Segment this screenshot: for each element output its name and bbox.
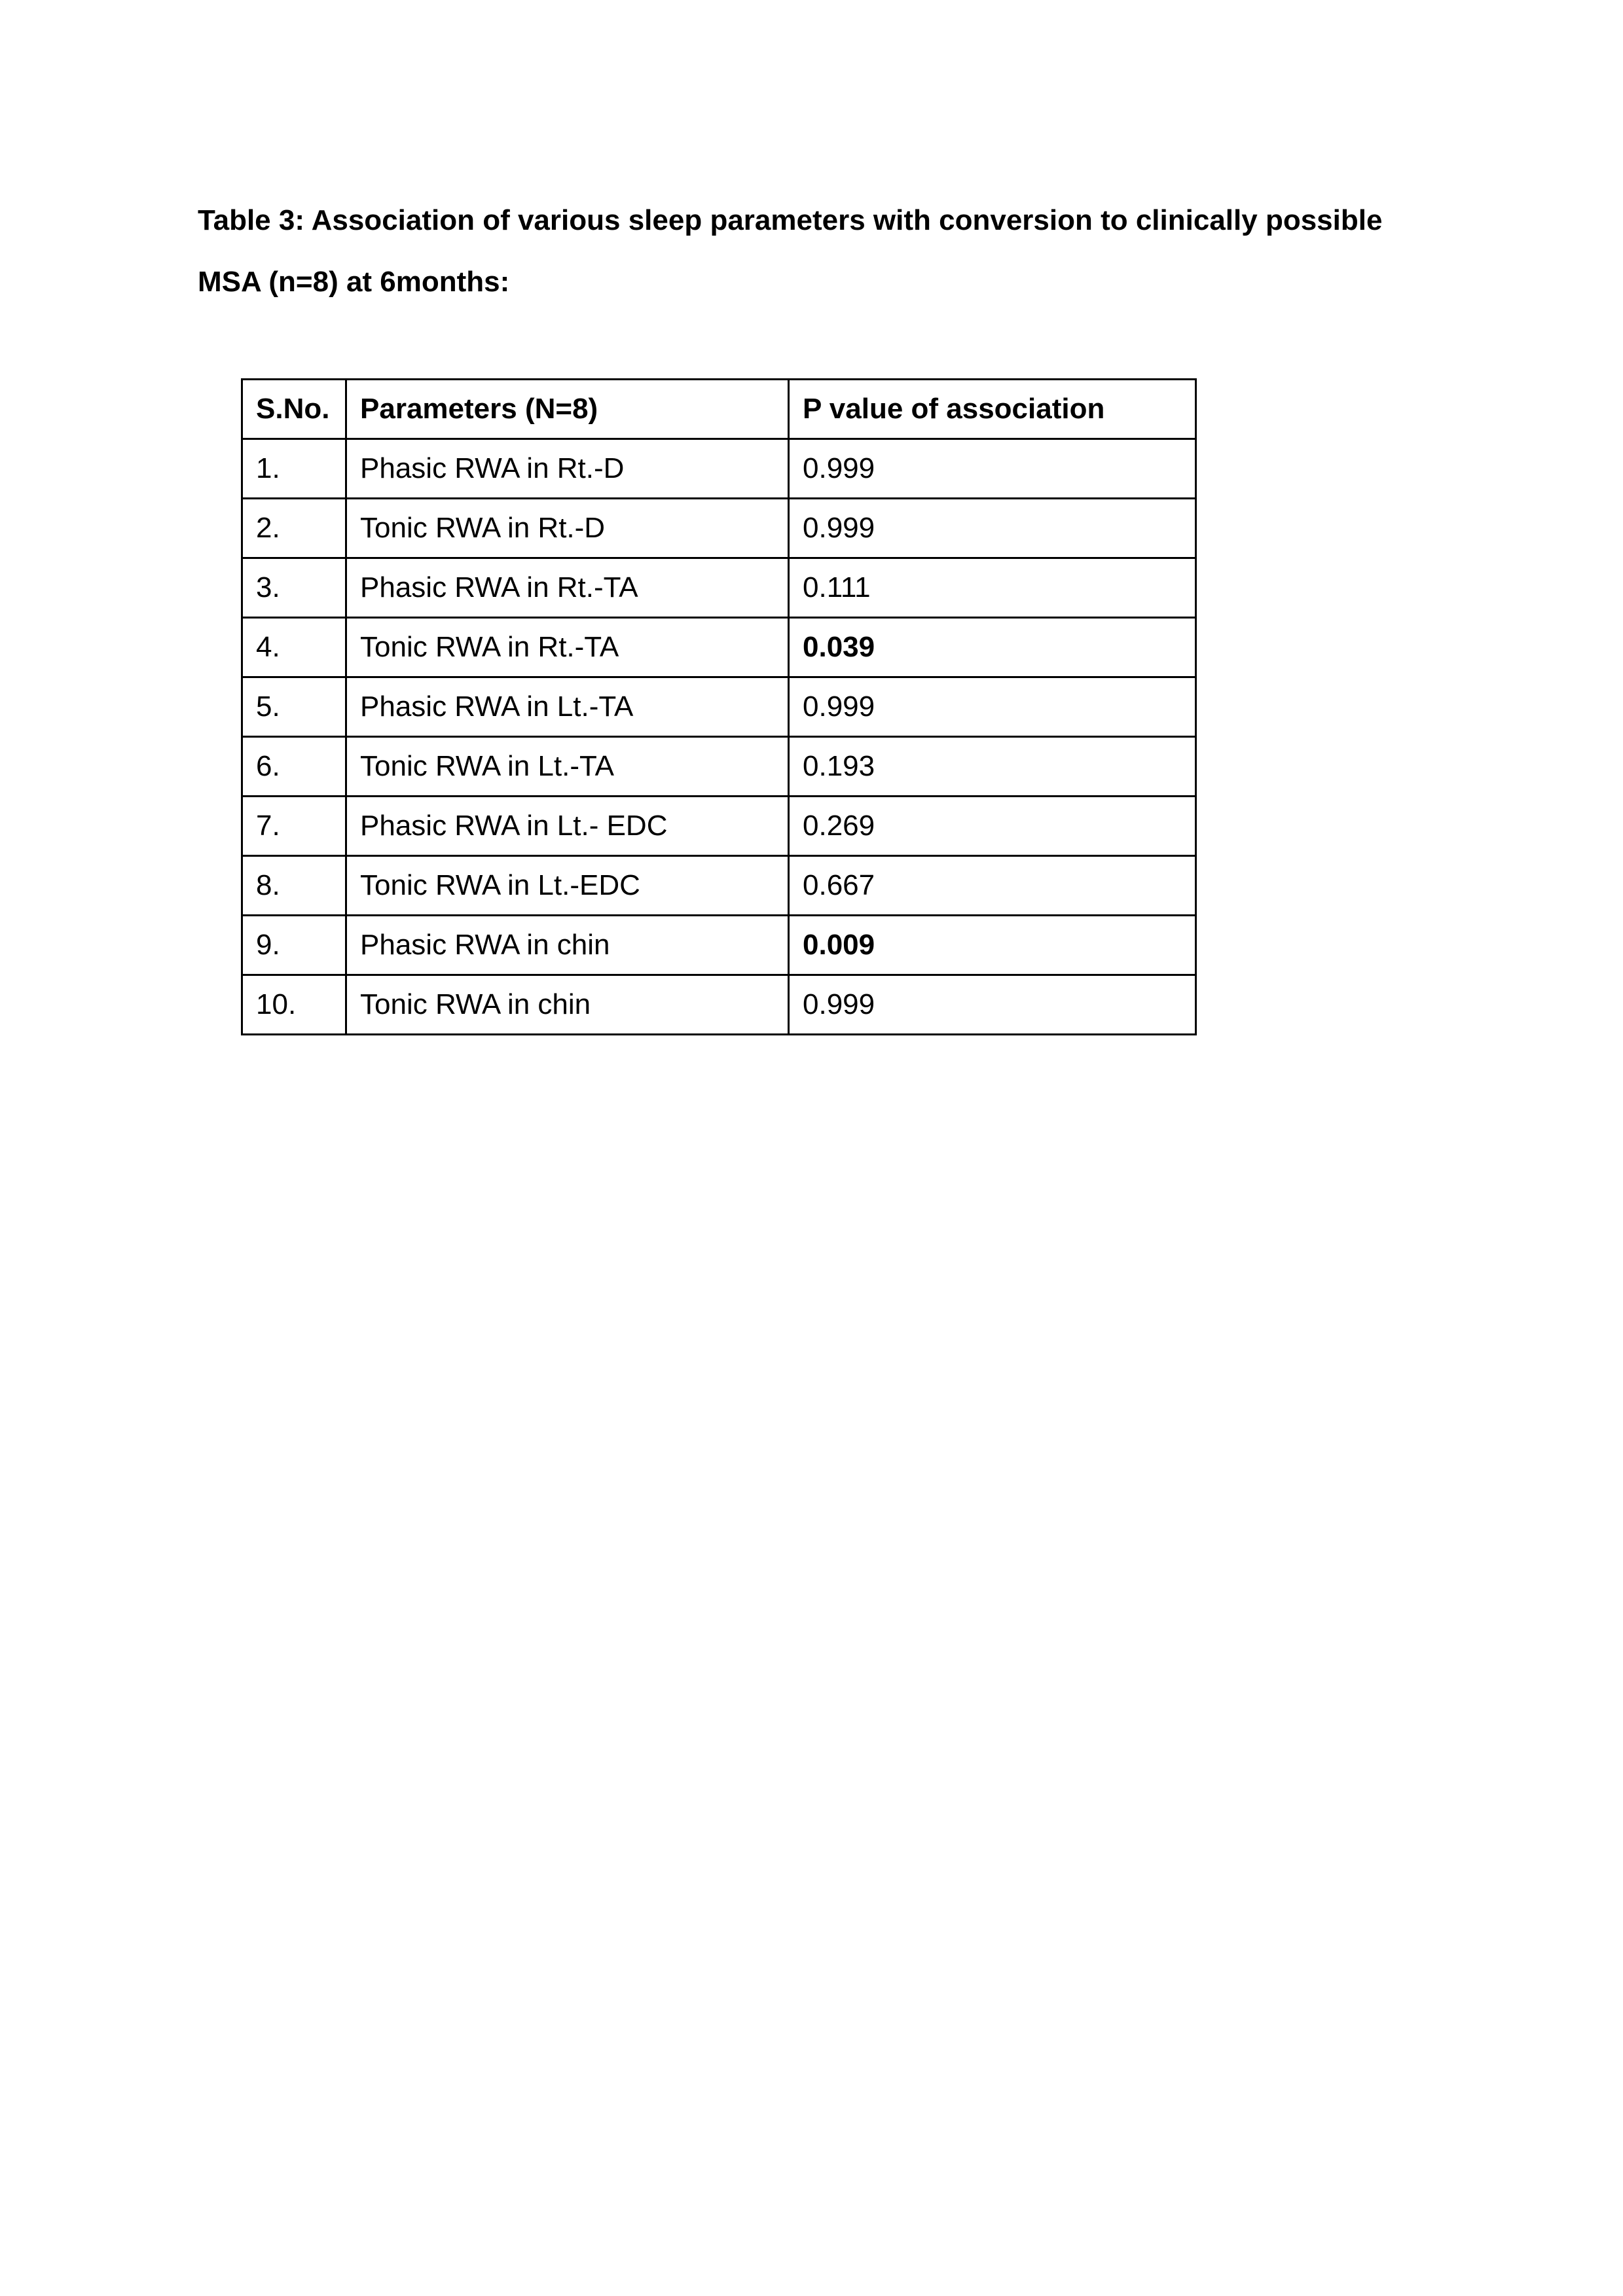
cell-parameter: Tonic RWA in Rt.-D: [346, 499, 789, 558]
table-row: [242, 975, 1196, 1035]
cell-parameter: Tonic RWA in Lt.-TA: [346, 737, 789, 797]
table-row: [242, 439, 1196, 499]
cell-p-value-significant: 0.039: [789, 618, 1196, 677]
cell-sno: 4.: [242, 618, 346, 677]
cell-sno: 8.: [242, 856, 346, 916]
header-sno: S.No.: [242, 380, 346, 439]
cell-sno: 3.: [242, 558, 346, 618]
table-caption-line-2: MSA (n=8) at 6months:: [198, 266, 510, 298]
table-row: [242, 737, 1196, 797]
cell-sno: 9.: [242, 916, 346, 975]
cell-p-value: 0.999: [789, 439, 1196, 499]
cell-p-value-significant: 0.009: [789, 916, 1196, 975]
cell-parameter: Phasic RWA in Rt.-TA: [346, 558, 789, 618]
table-row: [242, 856, 1196, 916]
header-p-value: P value of association: [789, 380, 1196, 439]
cell-parameter: Phasic RWA in Rt.-D: [346, 439, 789, 499]
table-row: [242, 916, 1196, 975]
table-row: [242, 618, 1196, 677]
cell-p-value: 0.667: [789, 856, 1196, 916]
cell-p-value: 0.999: [789, 499, 1196, 558]
table-row: [242, 677, 1196, 737]
cell-parameter: Phasic RWA in chin: [346, 916, 789, 975]
cell-sno: 1.: [242, 439, 346, 499]
cell-p-value: 0.999: [789, 975, 1196, 1035]
cell-sno: 7.: [242, 797, 346, 856]
cell-p-value: 0.111: [789, 558, 1196, 618]
cell-parameter: Phasic RWA in Lt.-TA: [346, 677, 789, 737]
cell-sno: 10.: [242, 975, 346, 1035]
table-row: [242, 558, 1196, 618]
table-caption-line-1: Table 3: Association of various sleep parameters with conversion to clinically possible: [198, 204, 1383, 236]
sleep-parameters-table: [241, 378, 1197, 1035]
cell-parameter: Phasic RWA in Lt.- EDC: [346, 797, 789, 856]
cell-parameter: Tonic RWA in chin: [346, 975, 789, 1035]
table-caption: [198, 190, 1442, 313]
cell-p-value: 0.999: [789, 677, 1196, 737]
cell-p-value: 0.269: [789, 797, 1196, 856]
cell-sno: 2.: [242, 499, 346, 558]
cell-parameter: Tonic RWA in Rt.-TA: [346, 618, 789, 677]
table-row: [242, 797, 1196, 856]
table-header-row: [242, 380, 1196, 439]
cell-sno: 6.: [242, 737, 346, 797]
cell-parameter: Tonic RWA in Lt.-EDC: [346, 856, 789, 916]
table-row: [242, 499, 1196, 558]
cell-sno: 5.: [242, 677, 346, 737]
header-parameter: Parameters (N=8): [346, 380, 789, 439]
cell-p-value: 0.193: [789, 737, 1196, 797]
